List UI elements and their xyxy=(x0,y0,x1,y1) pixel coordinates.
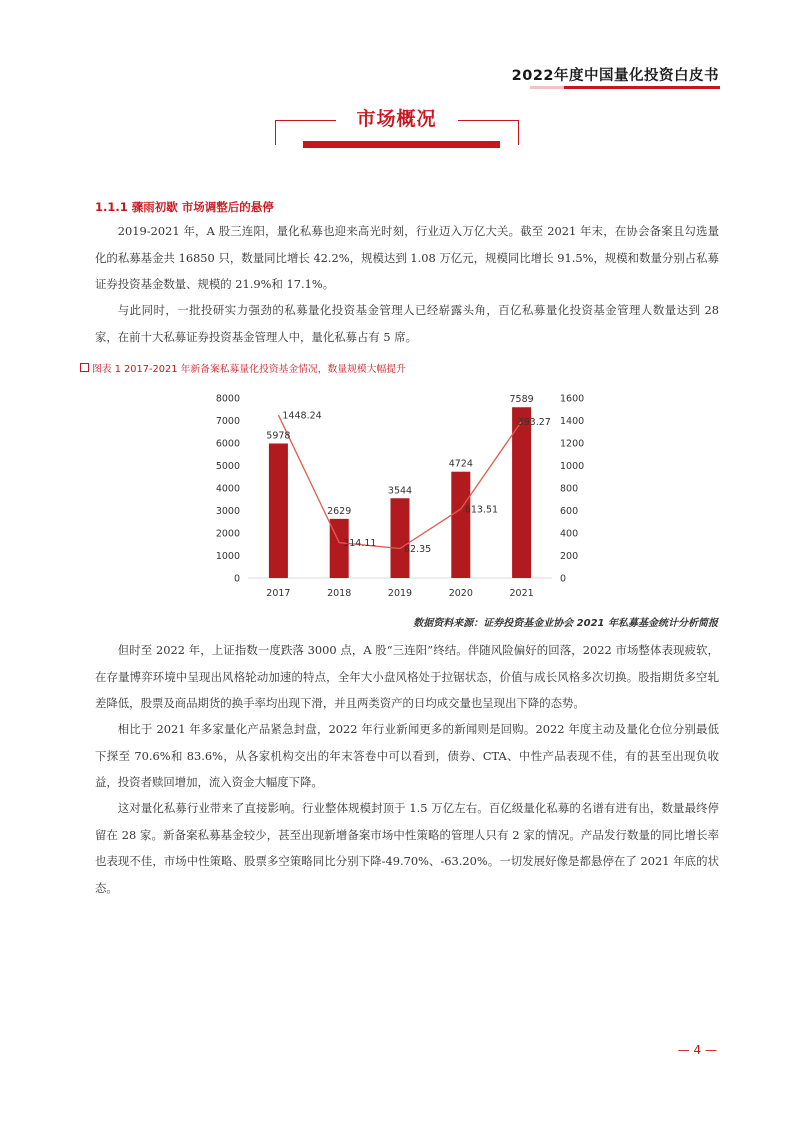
section-title: 市场概况 xyxy=(356,108,437,130)
paragraph-3: 但时至 2022 年，上证指数一度跌落 3000 点，A 股“三连阳”终结。伴随风险偏好的回落，2022 市场整体表现疲软，在存量博弈环境中呈现出风格轮动加速的特点，全年大小盘风格处于拉锯状态，价值与成长风格多次切换。股指期货多空轧差降低，股票及商品期货的换手率均出现下滑，并且两类资产的日均成交量也呈现出下降的态势。 xyxy=(95,643,719,710)
y-left-tick-label: 4000 xyxy=(215,483,240,495)
y-right-tick-label: 1600 xyxy=(560,393,585,405)
bar-value-label: 3544 xyxy=(387,485,413,497)
x-tick-label: 2020 xyxy=(448,588,473,599)
y-right-tick-label: 200 xyxy=(560,551,579,562)
y-right-tick-label: 0 xyxy=(560,573,567,585)
bar-value-label: 5978 xyxy=(266,430,291,442)
y-left-tick-label: 6000 xyxy=(215,438,240,450)
y-right-tick-label: 1400 xyxy=(560,416,585,427)
paragraph-5: 这对量化私募行业带来了直接影响。行业整体规模封顶于 1.5 万亿左右。百亿级量化私募的名谱有进有出，数量最终停留在 28 家。新备案私募基金较少，甚至出现新增备案市场中性策略的管理人只有 2 家的情况。产品发行数量的同比增长率也表现不佳，市场中性策略、股票多空策略同比分别下降-49.70%、-63.20%。一切发展好像是都悬停在了 2021 年底的状态。 xyxy=(95,801,719,895)
y-left-tick-label: 7000 xyxy=(215,416,240,427)
chart-caption-text: 图表 1 2017-2021 年新备案私募量化投资基金情况，数量规模大幅提升 xyxy=(92,364,406,375)
bar-value-label: 7589 xyxy=(509,394,534,406)
bar-2020 xyxy=(451,472,470,578)
y-left-tick-label: 5000 xyxy=(215,461,240,472)
y-right-tick-label: 800 xyxy=(560,483,579,495)
y-left-tick-label: 1000 xyxy=(215,551,240,562)
line-value-label: 62.35 xyxy=(404,543,432,555)
data-source-note: 数据资料来源：证券投资基金业协会 2021 年私募基金统计分析简报 xyxy=(413,618,718,629)
bar-value-label: 4724 xyxy=(448,458,473,470)
x-tick-label: 2021 xyxy=(509,588,534,599)
bar-value-label: 2629 xyxy=(327,505,352,517)
y-right-tick-label: 1200 xyxy=(560,438,585,450)
y-left-tick-label: 3000 xyxy=(215,506,240,517)
paragraph-1: 2019-2021 年，A 股三连阳，量化私募也迎来高光时刻，行业迈入万亿大关。截至 2021 年末，在协会备案且勾选量化的私募基金共 16850 只，数量同比增长 42.2%，规模达到 1.08 万亿元，规模同比增长 91.5%，规模和数量分别占私募证券投资基金数量、规模的 21.9%和 17.1%。 xyxy=(95,224,719,291)
line-value-label: 314.11 xyxy=(343,538,377,550)
y-left-tick-label: 0 xyxy=(233,573,240,585)
bar-2017 xyxy=(269,443,288,578)
bar-2019 xyxy=(391,498,410,578)
header-title: 2022年度中国量化投资白皮书 xyxy=(511,68,719,84)
y-left-tick-label: 2000 xyxy=(215,528,240,540)
x-tick-label: 2018 xyxy=(327,588,352,599)
page-number: — 4 — xyxy=(677,1043,717,1057)
y-left-tick-label: 8000 xyxy=(215,393,240,405)
line-value-label: 393.27 xyxy=(517,416,551,428)
line-value-label: 613.51 xyxy=(464,504,499,516)
bar-2021 xyxy=(512,407,531,578)
paragraph-2: 与此同时，一批投研实力强劲的私募量化投资基金管理人已经崭露头角，百亿私募量化投资基金管理人数量达到 28 家，在前十大私募证券投资基金管理人中，量化私募占有 5 席。 xyxy=(95,303,719,344)
line-value-label: 1448.24 xyxy=(282,410,322,422)
subsection-heading: 1.1.1 骤雨初歇 市场调整后的悬停 xyxy=(95,200,274,214)
x-tick-label: 2019 xyxy=(387,588,413,599)
y-right-tick-label: 1000 xyxy=(560,461,585,472)
x-tick-label: 2017 xyxy=(266,588,291,599)
y-right-tick-label: 400 xyxy=(560,528,579,540)
paragraph-4: 相比于 2021 年多家量化产品紧急封盘，2022 年行业新闻更多的新闻则是回购。2022 年度主动及量化仓位分别最低下探至 70.6%和 83.6%，从各家机构交出的年末答卷中可以看到，债券、CTA、中性产品表现不佳，有的甚至出现负收益，投资者赎回增加，流入资金大幅度下降。 xyxy=(95,722,719,789)
y-right-tick-label: 600 xyxy=(560,506,579,517)
